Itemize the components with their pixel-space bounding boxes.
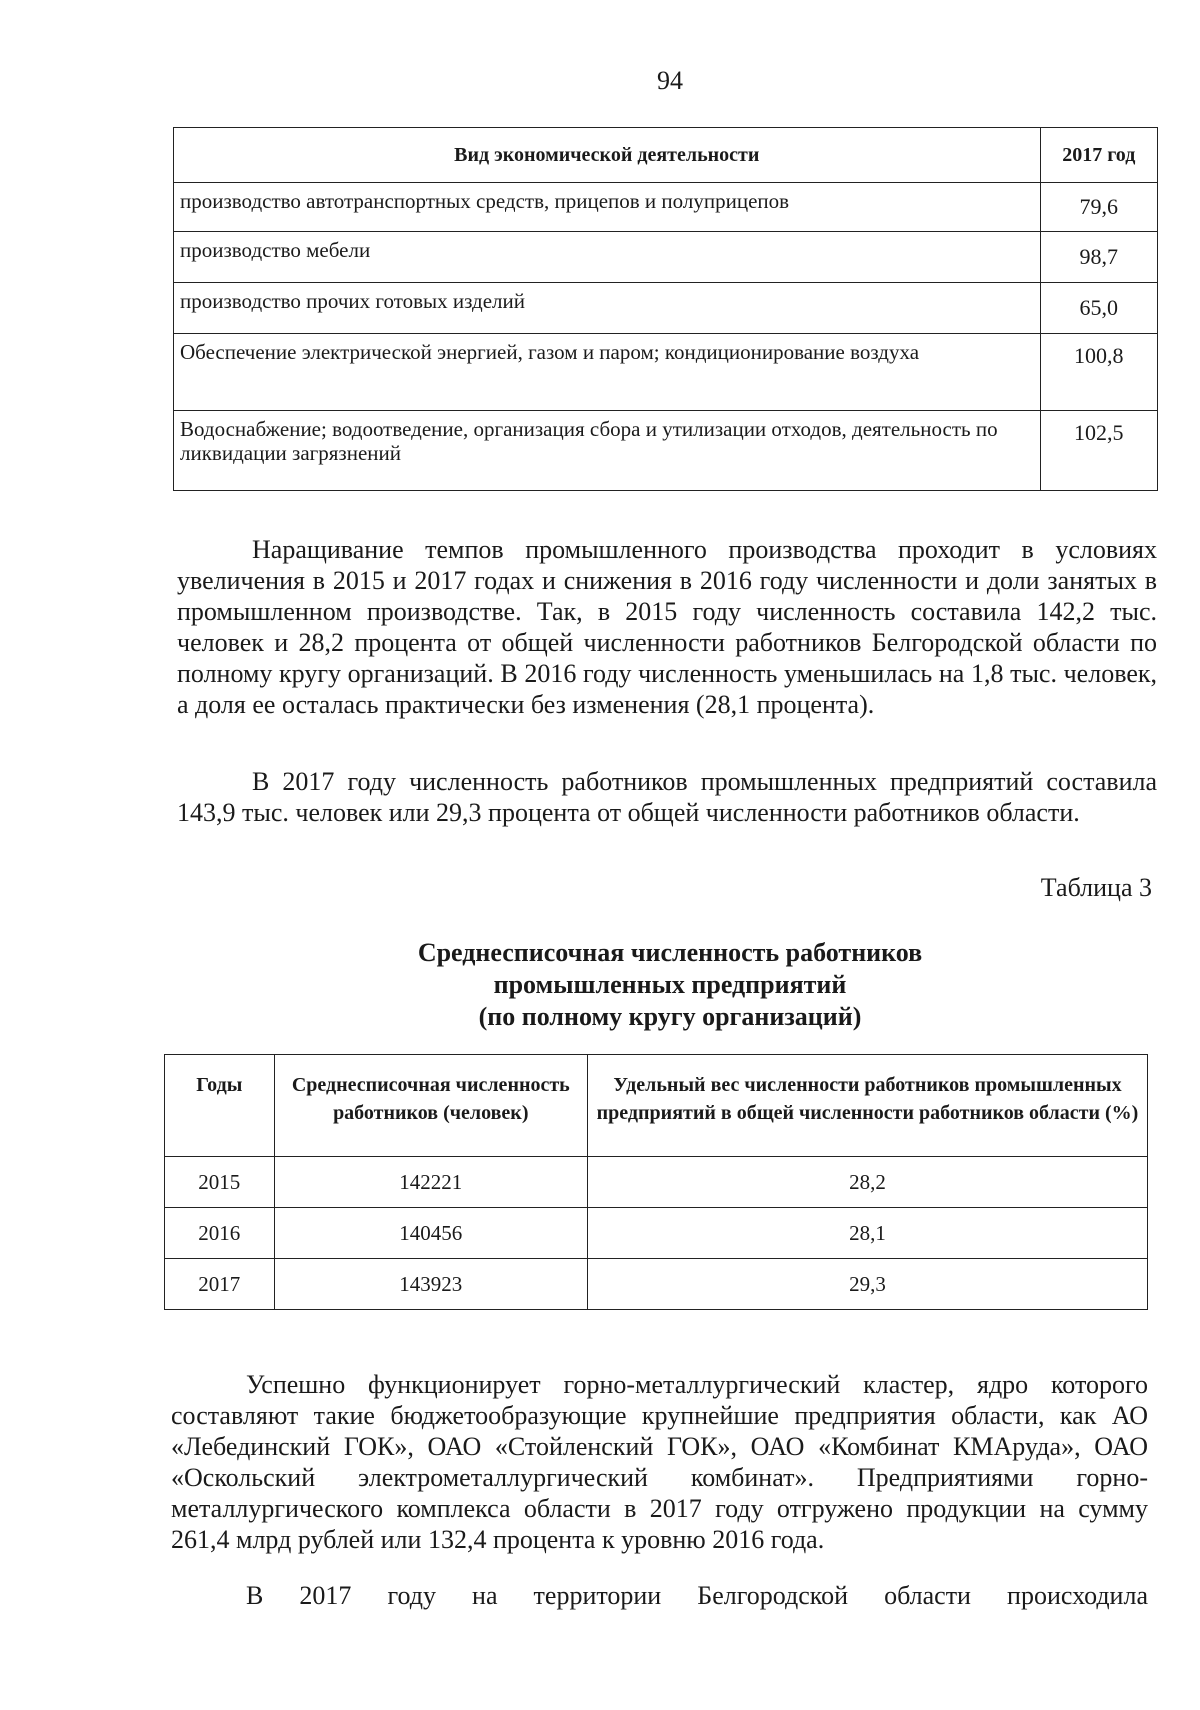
- header-count: Среднесписочная численность работников (человек): [274, 1055, 587, 1157]
- table-row: [174, 411, 1158, 491]
- activity-value: 98,7: [1040, 232, 1157, 283]
- table-header-row: [174, 128, 1158, 183]
- table-row: [165, 1259, 1148, 1310]
- table-row: [165, 1157, 1148, 1208]
- activity-value: 79,6: [1040, 183, 1157, 232]
- table-title-line: промышленных предприятий: [493, 970, 847, 999]
- paragraph: Наращивание темпов промышленного производства проходит в условиях увеличения в 2015 и 2017 годах и снижения в 2016 году численности и доли занятых в промышленном производстве. Так, в 2015 году численность составила 142,2 тыс. человек и 28,2 процента от общей численности работников Белгородской области по полному кругу организаций. В 2016 году численность уменьшилась на 1,8 тыс. человек, а доля ее осталась практически без изменения (28,1 процента).: [177, 535, 1157, 719]
- share-cell: 28,1: [588, 1208, 1148, 1259]
- activity-value: 100,8: [1040, 334, 1157, 411]
- year-cell: 2017: [165, 1259, 275, 1310]
- count-cell: 142221: [274, 1157, 587, 1208]
- table-row: [174, 283, 1158, 334]
- table-caption: Таблица 3: [1040, 873, 1152, 902]
- activity-value: 102,5: [1040, 411, 1157, 491]
- header-year: 2017 год: [1040, 128, 1157, 183]
- page-number: 94: [657, 66, 683, 95]
- activity-name: производство автотранспортных средств, прицепов и полуприцепов: [174, 183, 1041, 232]
- activity-name: Водоснабжение; водоотведение, организация сбора и утилизации отходов, деятельность по ликвидации загрязнений: [174, 411, 1041, 491]
- activity-value: 65,0: [1040, 283, 1157, 334]
- activity-name: производство прочих готовых изделий: [174, 283, 1041, 334]
- share-cell: 28,2: [588, 1157, 1148, 1208]
- paragraph: В 2017 году численность работников промышленных предприятий составила 143,9 тыс. человек или 29,3 процента от общей численности работников области.: [177, 767, 1157, 827]
- header-year: Годы: [165, 1055, 275, 1157]
- paragraph: В 2017 году на территории Белгородской области происходила: [246, 1581, 1148, 1610]
- year-cell: 2015: [165, 1157, 275, 1208]
- table-title-line: (по полному кругу организаций): [478, 1002, 862, 1031]
- count-cell: 140456: [274, 1208, 587, 1259]
- table-title: [200, 937, 1140, 1033]
- share-cell: 29,3: [588, 1259, 1148, 1310]
- year-cell: 2016: [165, 1208, 275, 1259]
- activity-name: производство мебели: [174, 232, 1041, 283]
- paragraph: Успешно функционирует горно-металлургический кластер, ядро которого составляют такие бюджетообразующие крупнейшие предприятия области, как АО «Лебединский ГОК», ОАО «Стойленский ГОК», ОАО «Комбинат КМАруда», ОАО «Оскольский электрометаллургический комбинат». Предприятиями горно-металлургического комплекса области в 2017 году отгружено продукции на сумму 261,4 млрд рублей или 132,4 процента к уровню 2016 года.: [171, 1370, 1148, 1554]
- table-row: [174, 232, 1158, 283]
- employment-table: [164, 1054, 1148, 1310]
- activity-name: Обеспечение электрической энергией, газом и паром; кондиционирование воздуха: [174, 334, 1041, 411]
- table-row: [174, 183, 1158, 232]
- header-activity: Вид экономической деятельности: [174, 128, 1041, 183]
- count-cell: 143923: [274, 1259, 587, 1310]
- table-row: [174, 334, 1158, 411]
- table-title-line: Среднесписочная численность работников: [417, 938, 923, 967]
- table-row: [165, 1208, 1148, 1259]
- industry-index-table: [173, 127, 1158, 491]
- table-header-row: [165, 1055, 1148, 1157]
- header-share: Удельный вес численности работников промышленных предприятий в общей численности работников области (%): [588, 1055, 1148, 1157]
